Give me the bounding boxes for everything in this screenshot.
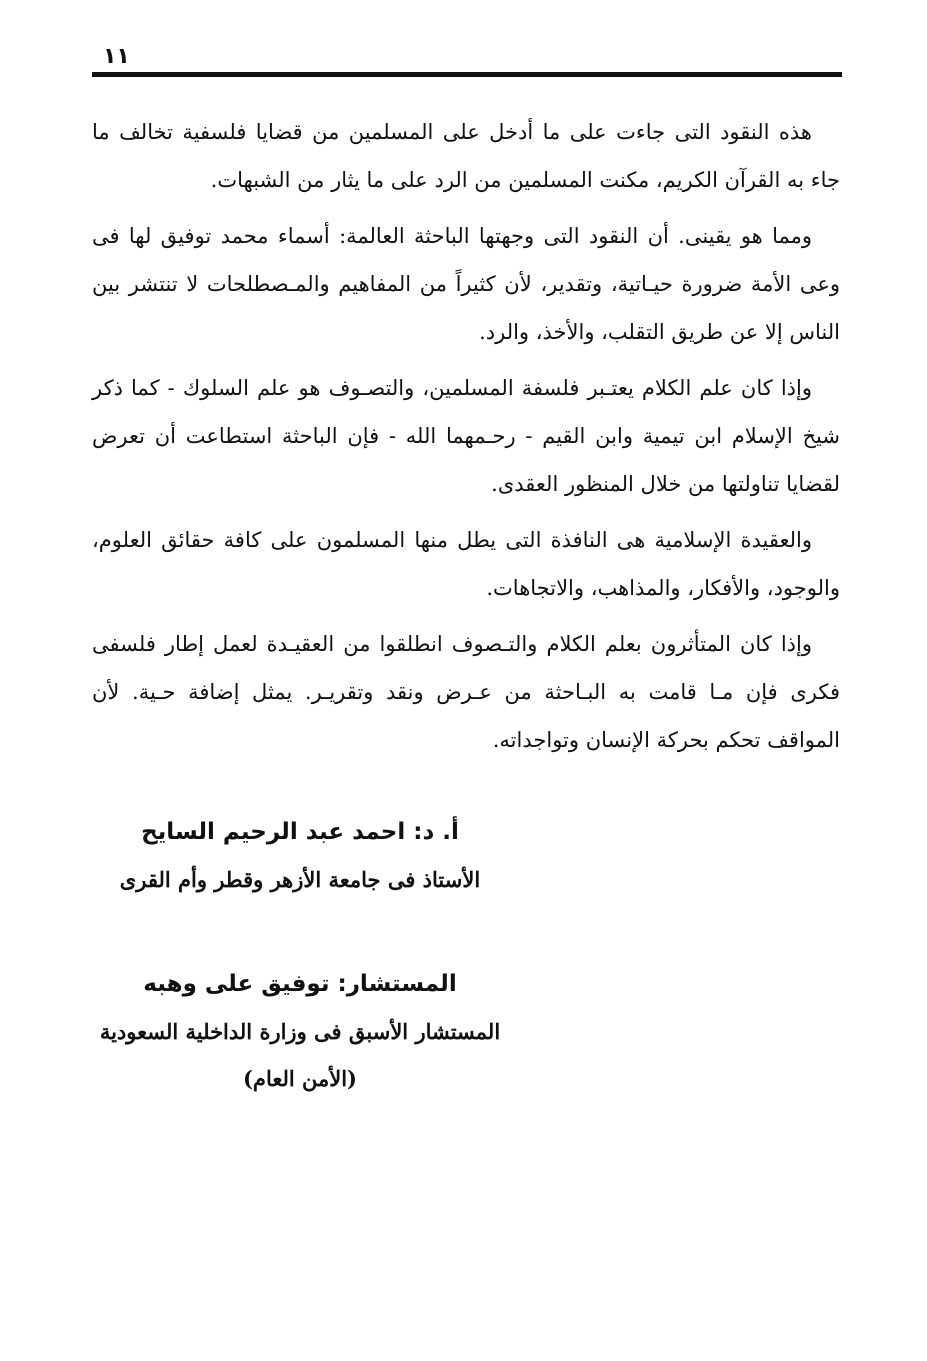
page-number: ١١ — [103, 44, 130, 69]
header-rule — [92, 72, 842, 77]
paragraph: وإذا كان المتأثرون بعلم الكلام والتـصوف انطلقوا من العقيـدة لعمل إطار فلسفى فكرى فإن مـا قامت به البـاحثة من عـرض ونقد وتقريـر. يمثل إضافة حـية. لأن المواقف تحكم بحركة الإنسان وتواجداته. — [92, 632, 840, 752]
body-text — [92, 108, 840, 772]
signature-block — [90, 960, 510, 1102]
signatory-title: الأستاذ فى جامعة الأزهر وقطر وأم القرى — [119, 867, 481, 892]
signature-block — [90, 808, 510, 904]
signatory-title: المستشار الأسبق فى وزارة الداخلية السعودية — [99, 1019, 501, 1044]
signatory-subtitle: (الأمن العام) — [243, 1066, 357, 1091]
paragraph: هذه النقود التى جاءت على ما أدخل على المسلمين من قضايا فلسفية تخالف ما جاء به القرآن الكريم، مكنت المسلمين من الرد على ما يثار من الشبهات. — [92, 120, 840, 192]
paragraph: ومما هو يقينى. أن النقود التى وجهتها الباحثة العالمة: أسماء محمد توفيق لها فى وعى الأمة ضرورة حيـاتية، وتقدير، لأن كثيراً من المفاهيم والمـصطلحات لا تنتشر بين الناس إلا عن طريق التقلب، والأخذ، والرد. — [92, 224, 840, 344]
signatory-name: المستشار: توفيق على وهبه — [143, 971, 457, 997]
paragraph: وإذا كان علم الكلام يعتـبر فلسفة المسلمين، والتصـوف هو علم السلوك - كما ذكر شيخ الإسلام ابن تيمية وابن القيم - رحـمهما الله - فإن الباحثة استطاعت أن تعرض لقضايا تناولتها من خلال المنظور العقدى. — [92, 376, 840, 496]
signatory-name: أ. د: احمد عبد الرحيم السايح — [141, 819, 459, 845]
paragraph: والعقيدة الإسلامية هى النافذة التى يطل منها المسلمون على كافة حقائق العلوم، والوجود، والأفكار، والمذاهب، والاتجاهات. — [92, 528, 840, 600]
